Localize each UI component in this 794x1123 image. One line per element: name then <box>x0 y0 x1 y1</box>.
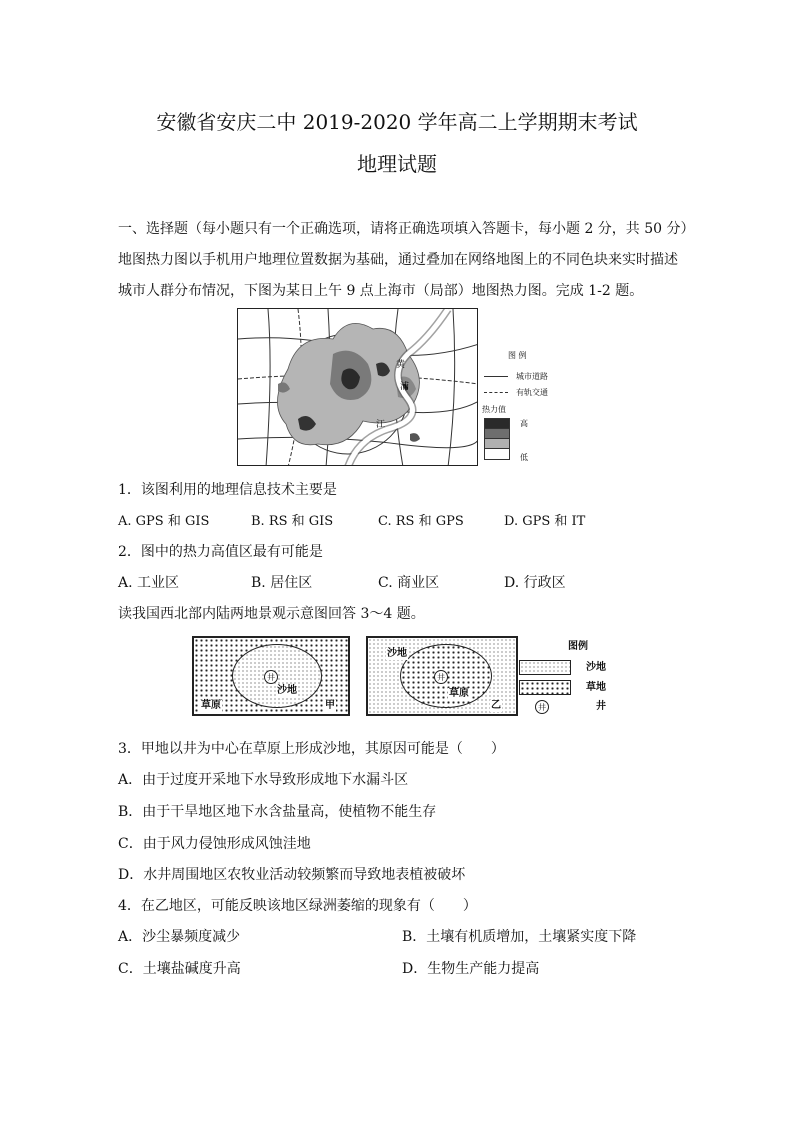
legend-rail: 有轨交通 <box>516 388 548 397</box>
heat-swatch-low <box>484 448 510 460</box>
legend2-sand: 沙地 <box>586 662 606 673</box>
q3-option-b: B．由于干旱地区地下水含盐量高，使植物不能生存 <box>118 804 437 820</box>
grass-swatch <box>519 680 571 695</box>
intro-line-1: 地图热力图以手机用户地理位置数据为基础，通过叠加在网络地图上的不同色块来实时描述 <box>118 252 678 268</box>
q1-option-c: C. RS 和 GPS <box>378 514 464 529</box>
q2-stem: 2．图中的热力高值区最有可能是 <box>118 544 323 560</box>
q3-option-d: D．水井周围地区农牧业活动较频繁而导致地表植被破坏 <box>118 867 466 883</box>
legend2-well: 井 <box>596 701 606 712</box>
q4-option-c: C．土壤盐碱度升高 <box>118 961 241 977</box>
legend2-well-icon: 井 <box>535 700 549 714</box>
rail-line-icon <box>484 392 508 393</box>
q4-option-b: B．土壤有机质增加，土壤紧实度下降 <box>402 929 637 945</box>
sand-swatch <box>519 660 571 675</box>
jia-well-icon: 井 <box>264 670 278 684</box>
q4-option-d: D．生物生产能力提高 <box>402 961 540 977</box>
q2-option-d: D. 行政区 <box>504 575 566 591</box>
legend2-title: 图例 <box>568 641 588 652</box>
landscape-yi <box>366 636 518 716</box>
q3-stem: 3．甲地以井为中心在草原上形成沙地，其原因可能是（ ） <box>118 741 505 757</box>
yi-tag: 乙 <box>491 700 501 711</box>
q1-stem: 1．该图利用的地理信息技术主要是 <box>118 482 337 498</box>
river-char-3: 江 <box>376 420 386 430</box>
q3-option-c: C．由于风力侵蚀形成风蚀洼地 <box>118 836 311 852</box>
q4-option-a: A．沙尘暴频度减少 <box>118 929 241 945</box>
q1-option-d: D. GPS 和 IT <box>504 514 586 529</box>
legend-road: 城市道路 <box>516 372 548 381</box>
q2-option-c: C. 商业区 <box>378 575 440 591</box>
river-char-2: 浦 <box>400 382 410 392</box>
q2-option-a: A. 工业区 <box>118 575 180 591</box>
legend-high: 高 <box>520 419 528 428</box>
page-subtitle: 地理试题 <box>357 152 437 176</box>
intro-line-2: 城市人群分布情况，下图为某日上午 9 点上海市（局部）地图热力图。完成 1-2 题。 <box>118 283 644 299</box>
q1-option-a: A. GPS 和 GIS <box>118 514 210 529</box>
q3-option-a: A．由于过度开采地下水导致形成地下水漏斗区 <box>118 772 409 788</box>
river-char-1: 黄 <box>396 360 406 370</box>
q1-option-b: B. RS 和 GIS <box>251 514 334 529</box>
page-title: 安徽省安庆二中 2019-2020 学年高二上学期期末考试 <box>156 110 638 134</box>
legend2-grass: 草地 <box>586 682 606 693</box>
heat-map-figure <box>237 308 478 466</box>
landscape-jia <box>192 636 350 716</box>
jia-grass-label: 草原 <box>201 700 221 711</box>
jia-tag: 甲 <box>325 700 335 711</box>
yi-sand-label: 沙地 <box>387 648 407 659</box>
road-line-icon <box>484 376 508 377</box>
legend-title: 图 例 <box>508 351 527 360</box>
legend-heat-title: 热力值 <box>482 405 506 414</box>
heat-map-legend <box>478 340 558 466</box>
jia-sand-label: 沙地 <box>277 685 297 696</box>
q2-option-b: B. 居住区 <box>251 575 313 591</box>
yi-well-icon: 井 <box>434 670 448 684</box>
legend-low: 低 <box>520 453 528 462</box>
section-heading: 一、选择题（每小题只有一个正确选项，请将正确选项填入答题卡，每小题 2 分，共 50 分） <box>118 221 695 237</box>
q4-stem: 4．在乙地区，可能反映该地区绿洲萎缩的现象有（ ） <box>118 898 477 914</box>
heat-map-drawing <box>238 309 478 466</box>
q34-intro: 读我国西北部内陆两地景观示意图回答 3～4 题。 <box>118 606 425 622</box>
yi-grass-label: 草原 <box>449 688 469 699</box>
